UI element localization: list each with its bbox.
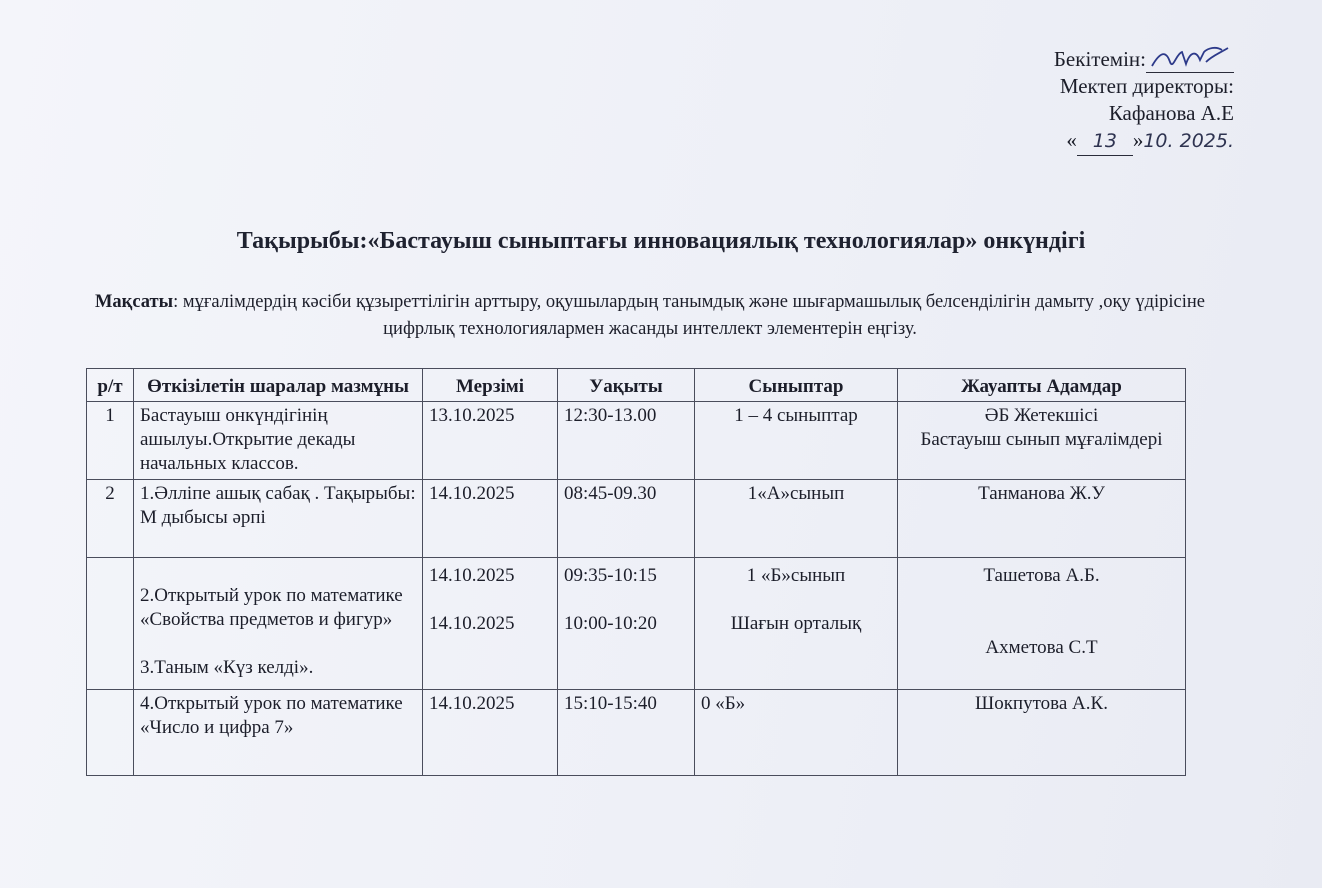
table-row xyxy=(87,480,1186,558)
responsible-item: Ташетова А.Б. xyxy=(983,565,1100,586)
row-classes: 1«А»сынып xyxy=(695,480,898,558)
activity-item: 3.Таным «Күз келді». xyxy=(140,657,314,678)
purpose-paragraph xyxy=(60,289,1240,343)
row-activity xyxy=(134,558,423,690)
header-date: Мерзімі xyxy=(423,369,558,402)
row-time xyxy=(558,558,695,690)
row-classes: 0 «Б» xyxy=(695,690,898,776)
header-classes: Сыныптар xyxy=(695,369,898,402)
row-date: 13.10.2025 xyxy=(423,402,558,480)
row-responsible xyxy=(898,558,1186,690)
activity-item: 2.Открытый урок по математике «Свойства предметов и фигур» xyxy=(140,585,403,630)
row-responsible: Танманова Ж.У xyxy=(898,480,1186,558)
row-date xyxy=(423,558,558,690)
event-plan-table xyxy=(86,368,1186,776)
row-date: 14.10.2025 xyxy=(423,690,558,776)
director-name: Кафанова А.Е xyxy=(1108,101,1234,125)
signature-field xyxy=(1146,50,1234,73)
row-activity: 1.Әлліпе ашық сабақ . Тақырыбы: М дыбысы әрпі xyxy=(134,480,423,558)
row-time: 15:10-15:40 xyxy=(558,690,695,776)
table-header-row xyxy=(87,369,1186,402)
approve-line xyxy=(1054,46,1234,73)
purpose-text: : мұғалімдердің кәсіби құзыреттілігін арттыру, оқушылардың танымдық және шығармашылық белсенділігін дамыту ,оқу үдірісіне цифрлық технологиялармен жасанды интеллект элементерін еңгізу. xyxy=(173,292,1206,339)
row-date: 14.10.2025 xyxy=(423,480,558,558)
time-item: 10:00-10:20 xyxy=(564,613,657,634)
classes-item: 1 «Б»сынып xyxy=(746,565,846,586)
time-item: 09:35-10:15 xyxy=(564,565,657,586)
row-activity: Бастауыш онкүндігінің ашылуы.Открытие декады начальных классов. xyxy=(134,402,423,480)
header-time: Уақыты xyxy=(558,369,695,402)
row-time: 08:45-09.30 xyxy=(558,480,695,558)
header-activity: Өткізілетін шаралар мазмұны xyxy=(134,369,423,402)
responsible-item: Ахметова С.Т xyxy=(985,637,1098,658)
row-num: 1 xyxy=(87,402,134,480)
document-title: Тақырыбы:«Бастауыш сыныптағы инновациялық технологиялар» онкүндігі xyxy=(236,228,1086,254)
director-label: Мектеп директоры: xyxy=(1059,74,1234,98)
approve-label: Бекітемін: xyxy=(1053,47,1146,71)
signature-image xyxy=(1146,44,1234,74)
date-month-year: 10. 2025 xyxy=(1143,130,1228,152)
date-period: . xyxy=(1227,130,1234,152)
row-activity: 4.Открытый урок по математике «Число и цифра 7» xyxy=(134,690,423,776)
approval-block xyxy=(1054,46,1234,156)
row-num xyxy=(87,558,134,690)
approval-date xyxy=(1054,127,1234,156)
row-responsible: Шокпутова А.К. xyxy=(898,690,1186,776)
table-row xyxy=(87,690,1186,776)
header-responsible: Жауапты Адамдар xyxy=(898,369,1186,402)
row-classes: 1 – 4 сыныптар xyxy=(695,402,898,480)
responsible-line: ӘБ Жетекшісі xyxy=(984,405,1099,426)
date-day: 13 xyxy=(1077,128,1133,156)
classes-item: Шағын орталық xyxy=(730,613,862,634)
row-classes xyxy=(695,558,898,690)
table-row xyxy=(87,558,1186,690)
row-num: 2 xyxy=(87,480,134,558)
purpose-label: Мақсаты xyxy=(94,292,174,312)
date-item: 14.10.2025 xyxy=(429,613,515,634)
header-num: р/т xyxy=(87,369,134,402)
quote-close: » xyxy=(1132,128,1144,152)
date-item: 14.10.2025 xyxy=(429,565,515,586)
table-row xyxy=(87,402,1186,480)
row-responsible xyxy=(898,402,1186,480)
responsible-line: Бастауыш сынып мұғалімдері xyxy=(920,429,1163,450)
quote-open: « xyxy=(1066,128,1077,152)
row-num xyxy=(87,690,134,776)
row-time: 12:30-13.00 xyxy=(558,402,695,480)
